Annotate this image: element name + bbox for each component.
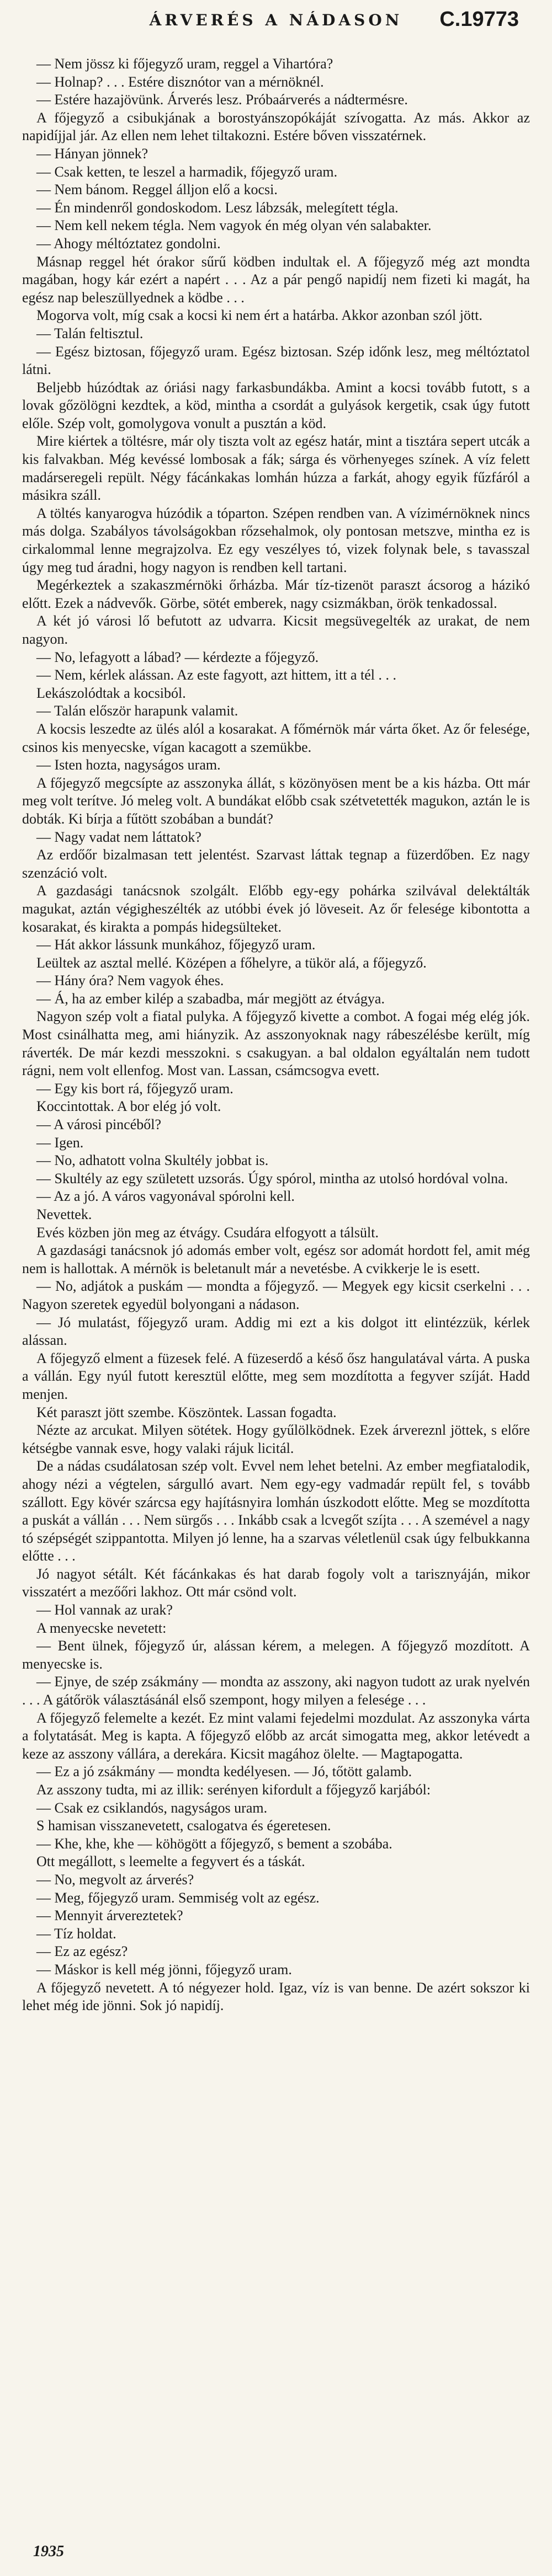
paragraph: Nézte az arcukat. Milyen sötétek. Hogy gyűlölködnek. Ezek árvereznl jöttek, s előre kétségbe vannak esve, hogy valaki rájuk licitál.	[22, 1422, 530, 1456]
paragraph: — Talán először harapunk valamit.	[36, 703, 238, 719]
paragraph: — Ahogy méltóztatez gondolni.	[36, 235, 221, 252]
paragraph: Ott megállott, s leemelte a fegyvert és a táskát.	[36, 1853, 305, 1870]
running-title: ÁRVERÉS A NÁDASON	[149, 11, 403, 29]
paragraph: A főjegyző nevetett. A tó négyezer hold. Igaz, víz is van benne. De azért sokszor ki lehet még ide jönni. Sok jó napidíj.	[22, 1979, 530, 2014]
paragraph: — Én mindenről gondoskodom. Lesz lábzsák, melegített tégla.	[36, 199, 399, 216]
paragraph: A két jó városi lő befutott az udvarra. Kicsit megsüvegelték az urakat, de nem nagyon.	[22, 613, 530, 647]
paragraph: — Nem kell nekem tégla. Nem vagyok én még olyan vén salabakter.	[36, 217, 432, 234]
paragraph: A főjegyző megcsípte az asszonyka állát, s közönyösen ment be a kis házba. Ott már meg volt terítve. Jó meleg volt. A bundákat előbb csak szétvetették magukon, aztán le is dobták. Ki bírja a fűtött szobában a bundát?	[22, 774, 530, 827]
paragraph: — No, adjátok a puskám — mondta a főjegyző. — Megyek egy kicsit cserkelni . . . Nagyon szeretek egyedül bolyongani a nádason.	[22, 1278, 530, 1312]
paragraph: — Hányan jönnek?	[36, 145, 148, 162]
paragraph: — Khe, khe, khe — köhögött a főjegyző, s bement a szobába.	[36, 1835, 392, 1852]
paragraph: — Ejnye, de szép zsákmány — mondta az asszony, aki nagyon tudott az urak nyelvén . . . A gátőrök választásánál első szempont, hogy milyen a felesége . . .	[22, 1674, 530, 1708]
paragraph: A főjegyző elment a füzesek felé. A füzeserdő a késő ősz hangulatával várta. A puska a vállán. Egy nyúl futott keresztül előtte, meg sem mozdította a fegyver szíját. Hadd menjen.	[22, 1350, 530, 1402]
paragraph: Jó nagyot sétált. Két fácánkakas és hat darab fogoly volt a tarisznyáján, mikor visszatért a mezőőri lakhoz. Ott már csönd volt.	[22, 1565, 530, 1600]
paragraph: — Hány óra? Nem vagyok éhes.	[36, 972, 224, 989]
paragraph: — Talán feltisztul.	[36, 325, 144, 341]
paragraph: Beljebb húzódtak az óriási nagy farkasbundákba. Amint a kocsi tovább futott, s a lovak gőzölögni kezdtek, a köd, mintha a csordát a gulyások kergetik, csak úgy futott előle. Szép volt, gomolygova vonult a pusztán a köd.	[22, 379, 530, 431]
paragraph: — Nem bánom. Reggel álljon elő a kocsi.	[36, 181, 278, 198]
paragraph: — Jó mulatást, főjegyző uram. Addig mi ezt a kis dolgot itt elintézzük, kérlek alássan.	[22, 1314, 530, 1349]
paragraph: A kocsis leszedte az ülés alól a kosarakat. A főmérnök már várta őket. Az őr felesége, csinos kis menyecske, vígan kacagott a szemükbe.	[22, 720, 530, 755]
paragraph: — Hát akkor lássunk munkához, főjegyző uram.	[36, 937, 316, 953]
paragraph: — Ez a jó zsákmány — mondta kedélyesen. — Jó, tőtött galamb.	[36, 1763, 412, 1780]
paragraph: Evés közben jön meg az étvágy. Csudára elfogyott a tálsült.	[36, 1224, 379, 1241]
paragraph: Megérkeztek a szakaszmérnöki őrházba. Már tíz-tizenöt paraszt ácsorog a házikó előtt. Ezek a nádvevők. Görbe, sötét emberek, nagy csizmákban, örök tenkadossal.	[22, 577, 530, 611]
paragraph: — Meg, főjegyző uram. Semmiség volt az egész.	[36, 1889, 320, 1906]
story-body	[22, 55, 530, 2526]
paragraph: — Csak ketten, te leszel a harmadik, főjegyző uram.	[36, 163, 338, 180]
paragraph: — Nem, kérlek alássan. Az este fagyott, azt hittem, itt a tél . . .	[36, 667, 396, 683]
paragraph: A menyecske nevetett:	[36, 1620, 167, 1636]
paragraph: A főjegyző a csibukjának a borostyánszopókáját szívogatta. Az más. Akkor az napidíjjal jár. Az ellen nem lehet tiltakozni. Estére bőven visszatérnek.	[22, 109, 530, 144]
paragraph: — Igen.	[36, 1134, 84, 1151]
paragraph: A töltés kanyarogva húzódik a tóparton. Szépen rendben van. A vízimérnöknek nincs más dolga. Szabályos távolságokban rőzsehalmok, oly pontosan metszve, mintha ez is cirkalommal lenne megrajzolva. Ez egy veszélyes tó, vizek folynak bele, s tavasszal úgy meg tud áradni, hogy nagyon is rendben kell tartani.	[22, 505, 530, 575]
page-number: 1935	[33, 2543, 64, 2560]
paragraph: — Estére hazajövünk. Árverés lesz. Próbaárverés a nádtermésre.	[36, 92, 408, 108]
paragraph: A főjegyző felemelte a kezét. Ez mint valami fejedelmi mozdulat. Az asszonyka várta a folytatását. Meg is kapta. A főjegyző előbb az arcát simogatta meg, akkor letévedt a keze az asszony vállára, a derekára. Kicsit magához ölelte. — Magtapogatta.	[22, 1709, 530, 1762]
paragraph: — Bent ülnek, főjegyző úr, alássan kérem, a melegen. A főjegyző mozdított. A menyecske is.	[22, 1638, 530, 1672]
paragraph: — Nem jössz ki főjegyző uram, reggel a Vihartóra?	[36, 56, 333, 72]
paragraph: — A városi pincéből?	[36, 1116, 162, 1133]
paragraph: — Csak ez csiklandós, nagyságos uram.	[36, 1799, 268, 1816]
paragraph: Mire kiértek a töltésre, már oly tiszta volt az egész határ, mint a tisztára sepert utcák a kis falvakban. Még kevéssé lombosak a fák; sárga és vörhenyeges színek. A víz felett madárseregeli repült. Négy fácánkakas lomhán húzza a farkát, ahogy egyik fűzfáról a másikra száll.	[22, 433, 530, 504]
paragraph: — Skultély az egy született uzsorás. Úgy spórol, mintha az utolsó hordóval volna.	[36, 1170, 508, 1187]
paragraph: — No, adhatott volna Skultély jobbat is.	[36, 1152, 269, 1169]
paragraph: De a nádas csudálatosan szép volt. Evvel nem lehet betelni. Az ember megfiatalodik, ahogy nézi a végtelen, sárgulló avart. Nem egy-egy vadmadár repült fel, s tovább szállott. Egy kövér szárcsa egy hajításnyira lomhán úszkodott előtte. Meg se mozdította a puskát a vállán . . . Nem sürgős . . . Inkább csak a lcvegőt szíjta . . . A szemével a nagy tó szépségét szippantotta. Milyen jó lenne, ha a szarvas véletlenül csak úgy felbukkanna előtte . . .	[22, 1458, 530, 1564]
paragraph: — Hol vannak az urak?	[36, 1602, 173, 1618]
paragraph: — Á, ha az ember kilép a szabadba, már megjött az étvágya.	[36, 990, 385, 1007]
paragraph: — Holnap? . . . Estére disznótor van a mérnöknél.	[36, 73, 324, 90]
paragraph: Lekászolódtak a kocsiból.	[36, 685, 186, 701]
document-code: C.19773	[439, 8, 519, 31]
paragraph: Nevettek.	[36, 1206, 92, 1222]
paragraph: S hamisan visszanevetett, csalogatva és égeretesen.	[36, 1818, 331, 1834]
paragraph: — Isten hozta, nagyságos uram.	[36, 757, 221, 773]
paragraph: — Nagy vadat nem láttatok?	[36, 829, 201, 845]
paragraph: — Máskor is kell még jönni, főjegyző uram.	[36, 1961, 292, 1978]
paragraph: A gazdasági tanácsnok szolgált. Előbb egy-egy pohárka szilvával delektálták magukat, aztán végigheszélték az utóbbi évek jó löveseit. Az őr felesége kibontotta a kosarakat, és kirakta a pompás hidegsülteket.	[22, 883, 530, 935]
paragraph: Két paraszt jött szembe. Köszöntek. Lassan fogadta.	[36, 1404, 337, 1420]
paragraph: Az erdőőr bizalmasan tett jelentést. Szarvast láttak tegnap a füzerdőben. Ez nagy szenzáció volt.	[22, 847, 530, 881]
paragraph: — No, megvolt az árverés?	[36, 1871, 194, 1888]
paragraph: Nagyon szép volt a fiatal pulyka. A főjegyző kivette a combot. A fogai még elég jók. Most csinálhatta meg, ami hiányzik. Az asszonyoknak nagy rábeszélésbe került, míg ráverték. De már kezdi messzokni. s csakugyan. a bal oldalon egyáltalán nem tudott rágni, nem volt ellenfog. Most van. Lassan, csámcsogva evett.	[22, 1008, 530, 1079]
paragraph: — No, lefagyott a lábad? — kérdezte a főjegyző.	[36, 649, 319, 665]
paragraph: Leültek az asztal mellé. Középen a főhelyre, a tükör alá, a főjegyző.	[36, 954, 427, 971]
paragraph: Az asszony tudta, mi az illik: serényen kifordult a főjegyző karjából:	[36, 1782, 431, 1798]
paragraph: Mogorva volt, míg csak a kocsi ki nem ért a határba. Akkor azonban szól jött.	[36, 307, 482, 324]
paragraph: — Egy kis bort rá, főjegyző uram.	[36, 1080, 233, 1097]
paragraph: — Az a jó. A város vagyonával spórolni kell.	[36, 1188, 295, 1205]
paragraph: — Mennyit árvereztetek?	[36, 1907, 183, 1924]
paragraph: Másnap reggel hét órakor sűrű ködben indultak el. A főjegyző még azt mondta magában, hogy kár ezért a napért . . . Az a pár pengő napidíj nem fizeti ki magát, ha egész nap beleszüllyednek a ködbe . . .	[22, 253, 530, 306]
paragraph: — Egész biztosan, főjegyző uram. Egész biztosan. Szép időnk lesz, meg méltóztatol látni.	[22, 343, 530, 378]
paragraph: A gazdasági tanácsnok jó adomás ember volt, egész sor adomát hordott fel, amit még nem is hallottak. A mérnök is beletanult már a nevetésbe. A cvikkerje le is esett.	[22, 1242, 530, 1276]
paragraph: — Tíz holdat.	[36, 1925, 116, 1942]
page-header	[33, 8, 519, 41]
paragraph: Koccintottak. A bor elég jó volt.	[36, 1098, 221, 1115]
paragraph: — Ez az egész?	[36, 1943, 128, 1960]
